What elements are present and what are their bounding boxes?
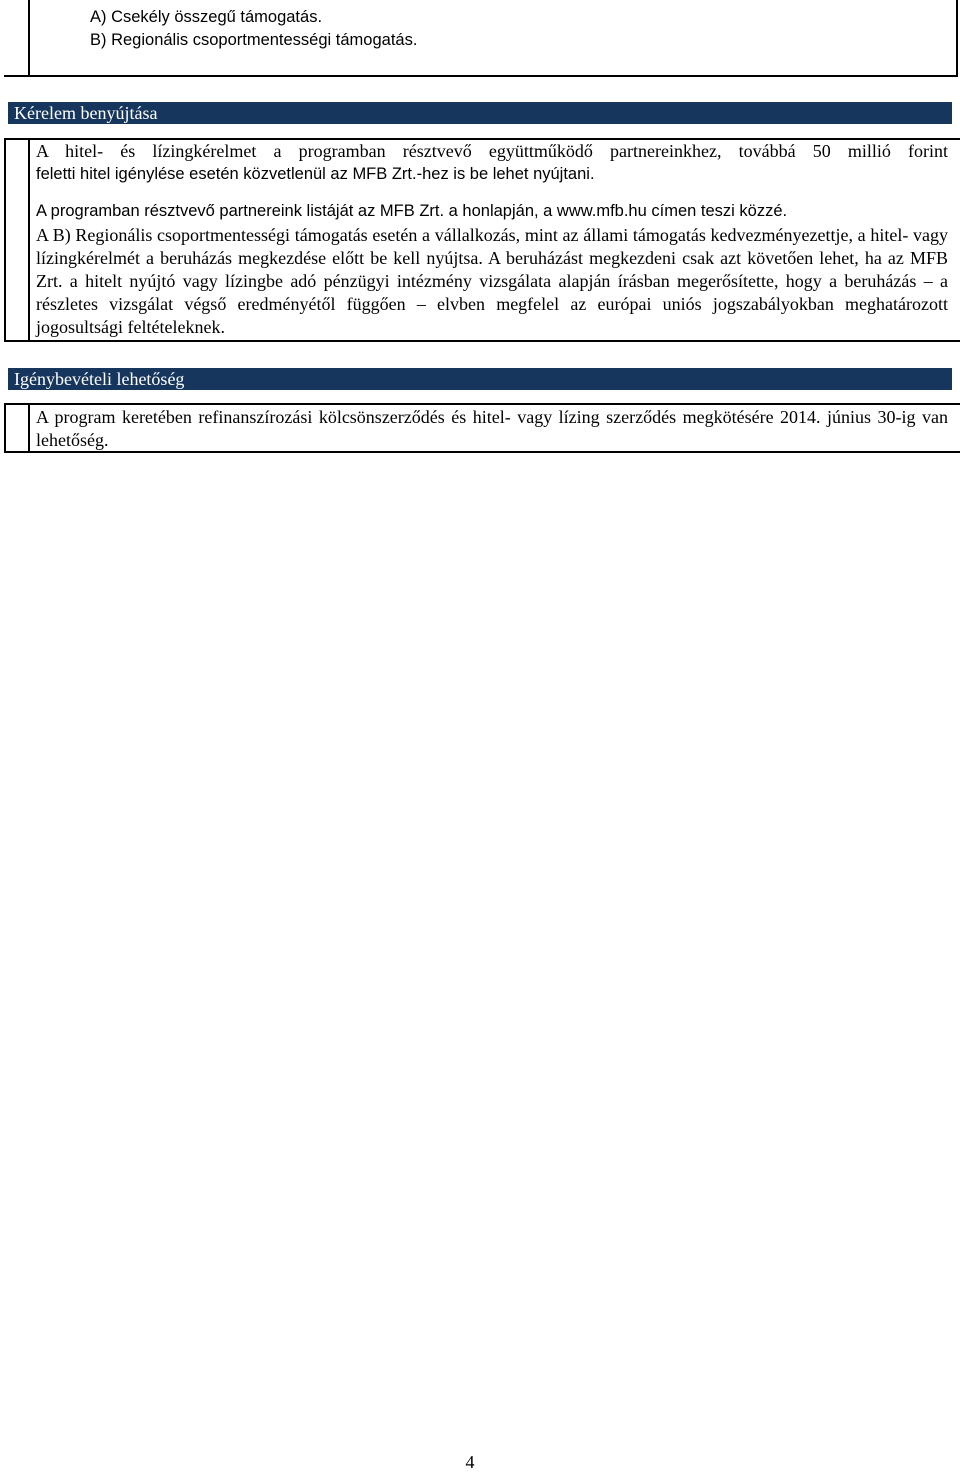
section-heading-igenybeveteli: Igénybevételi lehetőség (8, 368, 952, 390)
page-number: 4 (465, 1452, 475, 1472)
section-left-rule (4, 403, 6, 451)
kerelem-paragraph-1 (36, 140, 948, 186)
section-inner-rule (28, 403, 30, 451)
top-box-inner-rule (28, 0, 30, 75)
kerelem-paragraph-1-line-1: A hitel- és lízingkérelmet a programban résztvevő együttműködő partnereinkhez, továbbá 50 millió forint (36, 141, 948, 161)
top-list-box (4, 0, 958, 77)
list-item-a: A) Csekély összegű támogatás. (90, 8, 323, 26)
section-heading-kerelem: Kérelem benyújtása (8, 102, 952, 124)
section-left-rule (4, 138, 6, 340)
list-item-b: B) Regionális csoportmentességi támogatás. (90, 31, 418, 49)
kerelem-paragraph-1-line-2: feletti hitel igénylése esetén közvetlenül az MFB Zrt.-hez is be lehet nyújtani. (36, 165, 595, 183)
igenybeveteli-paragraph: A program keretében refinanszírozási kölcsönszerződés és hitel- vagy lízing szerződés megkötésére 2014. június 30-ig van lehetőség. (36, 407, 948, 450)
section-inner-rule (28, 138, 30, 340)
section-top-rule (4, 403, 960, 405)
kerelem-paragraph-2: A programban résztvevő partnereink listáját az MFB Zrt. a honlapján, a www.mfb.hu címen teszi közzé. (36, 202, 788, 220)
top-list (90, 6, 417, 52)
kerelem-paragraph-3: A B) Regionális csoportmentességi támogatás esetén a vállalkozás, mint az állami támogatás kedvezményezettje, a hitel- vagy lízingkérelmét a beruházás megkezdése előtt be kell nyújtsa. A beruházást megkezdeni csak azt követően lehet, ha az MFB Zrt. a hitelt nyújtó vagy lízingbe adó pénzügyi intézmény vizsgálata alapján írásban megerősítette, hogy a beruházás – a részletes vizsgálat végső eredményétől függően – elvben megfelel az európai uniós jogszabályokban meghatározott jogosultsági feltételeknek. (36, 225, 948, 337)
